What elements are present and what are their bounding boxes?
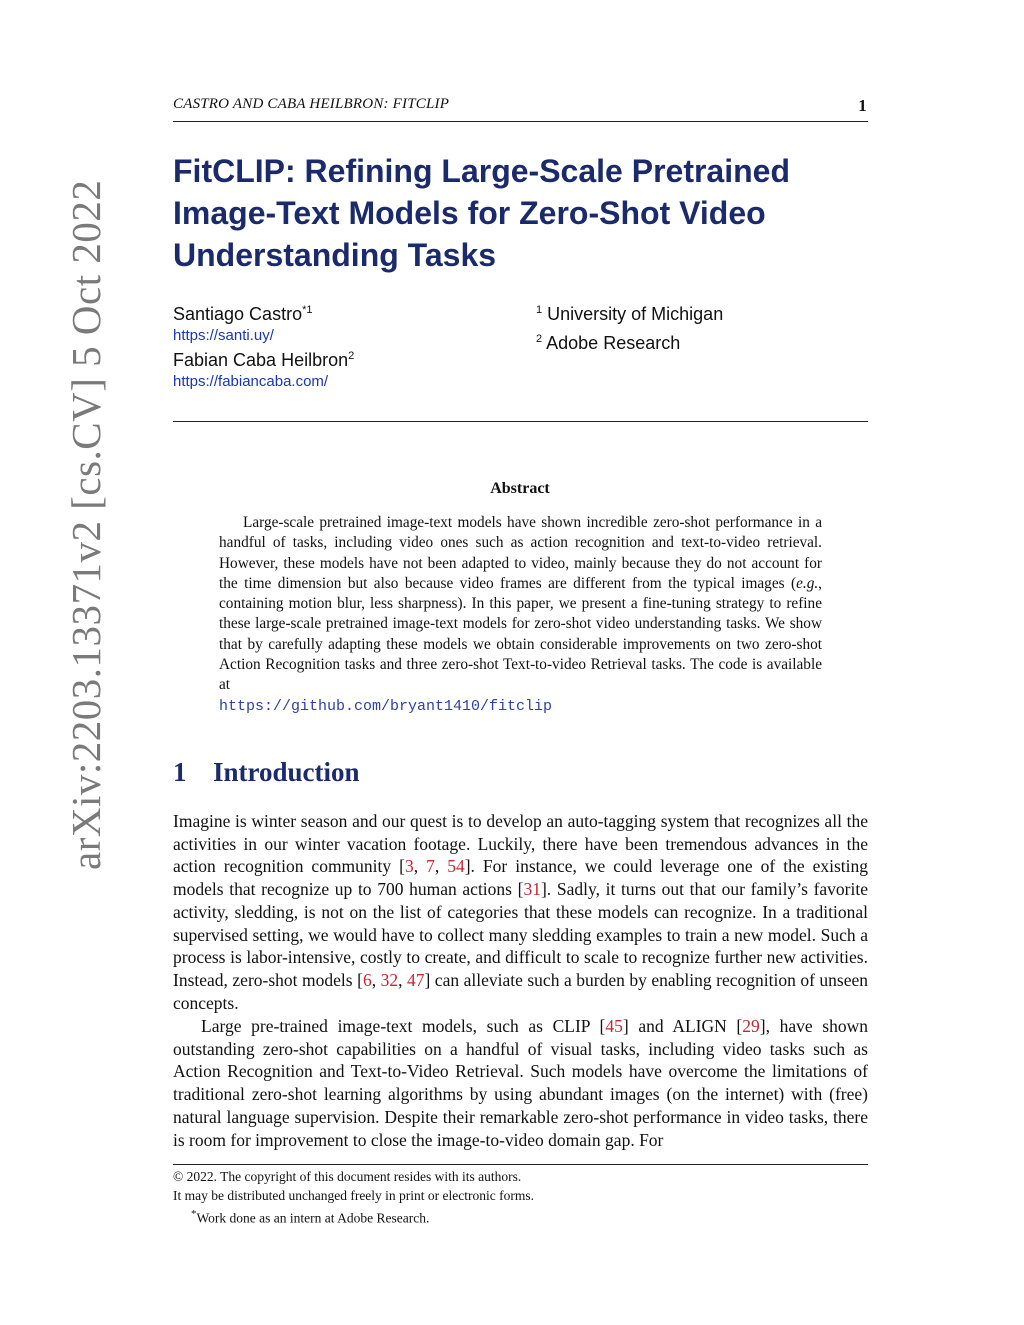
section-title: Introduction <box>213 757 360 787</box>
footnote-rule <box>173 1164 868 1165</box>
distribution-note: It may be distributed unchanged freely in print or electronic forms. <box>173 1187 535 1203</box>
citation-link[interactable]: 45 <box>605 1016 623 1036</box>
abstract-text: Large-scale pretrained image-text models have shown incredible zero-shot performance in a handful of tasks, including video ones such as action recognition and text-to-video retrieval. However, these models have not been adapted to video, mainly because they do not account for the time dimension but also because video frames are different from the typical images (e.g., containing motion blur, less sharpness). In this paper, we present a fine-tuning strategy to refine these large-scale pretrained image-text models for zero-shot video understanding tasks. We show that by carefully adapting these models we obtain considerable improvements on two zero-shot Action Recognition tasks and three zero-shot Text-to-video Retrieval tasks. The code is available at https://github.com/bryant1410/fitclip <box>219 514 822 715</box>
copyright-note: © 2022. The copyright of this document resides with its authors. <box>173 1169 522 1184</box>
author-rule <box>173 421 868 422</box>
section-heading <box>173 757 360 788</box>
code-url-link[interactable]: https://github.com/bryant1410/fitclip <box>219 697 553 715</box>
citation-link[interactable]: 32 <box>380 969 399 990</box>
header-rule <box>173 121 868 122</box>
title-line: Image-Text Models for Zero-Shot Video <box>173 195 766 231</box>
section-number: 1 <box>173 757 187 787</box>
author-block <box>173 304 354 390</box>
abstract-heading: Abstract <box>490 480 550 497</box>
citation-link[interactable]: 29 <box>742 1016 760 1036</box>
citation-link[interactable]: 7 <box>426 856 435 877</box>
page-number: 1 <box>858 96 867 115</box>
intro-paragraph: Imagine is winter season and our quest is to develop an auto-tagging system that recognizes all the activities in our winter vacation footage. Luckily, there have been tremendous advances in the action recognition community [3, 7, 54]. For instance, we could leverage one of the existing models that recognize up to 700 human actions [31]. Sadly, it turns out that our family’s favorite activity, sledding, is not on the list of categories that these models can recognize. In a traditional supervised setting, we would have to collect many sledding examples to train a new model. Such a process is labor-intensive, costly to create, and difficult to scale to recognize further new activities. Instead, zero-shot models [6, 32, 47] can alleviate such a burden by enabling recognition of unseen concepts. <box>173 811 869 1013</box>
affiliation: $^1$ University of Michigan <box>536 304 724 324</box>
author-url-link[interactable]: https://fabiancaba.com/ <box>173 373 329 390</box>
citation-link[interactable]: 47 <box>406 969 425 990</box>
footnote-intern: *Work done as an intern at Adobe Research. <box>191 1208 430 1226</box>
arxiv-stamp: arXiv:2203.13371v2 [cs.CV] 5 Oct 2022 <box>63 179 109 870</box>
title-line: FitCLIP: Refining Large-Scale Pretrained <box>173 153 790 189</box>
paper-title <box>173 150 873 276</box>
citation-link[interactable]: 54 <box>447 856 465 877</box>
author-name: Santiago Castro$^{*1}$ <box>173 304 313 324</box>
author-name: Fabian Caba Heilbron$^2$ <box>173 350 355 370</box>
running-head <box>173 96 867 113</box>
title-line: Understanding Tasks <box>173 237 497 273</box>
author-url-link[interactable]: https://santi.uy/ <box>173 327 274 344</box>
citation-link[interactable]: 31 <box>523 879 541 900</box>
affiliation: $^2$ Adobe Research <box>536 333 681 353</box>
affiliation-block <box>536 304 723 354</box>
citation-link[interactable]: 6 <box>362 969 372 990</box>
intro-paragraph: Large pre-trained image-text models, such as CLIP [45] and ALIGN [29], have shown outstanding zero-shot capabilities on a handful of visual tasks, including video tasks such as Action Recognition and Text-to-Video Retrieval. Such models have overcome the limitations of traditional zero-shot learning algorithms by using abundant images (on the internet) with (free) natural language supervision. Despite their remarkable zero-shot performance in video tasks, there is room for improvement to close the image-to-video domain gap. For <box>173 1016 869 1150</box>
citation-link[interactable]: 3 <box>404 856 414 877</box>
running-head-title: CASTRO AND CABA HEILBRON: FITCLIP <box>173 96 450 112</box>
footnotes <box>173 1168 534 1228</box>
